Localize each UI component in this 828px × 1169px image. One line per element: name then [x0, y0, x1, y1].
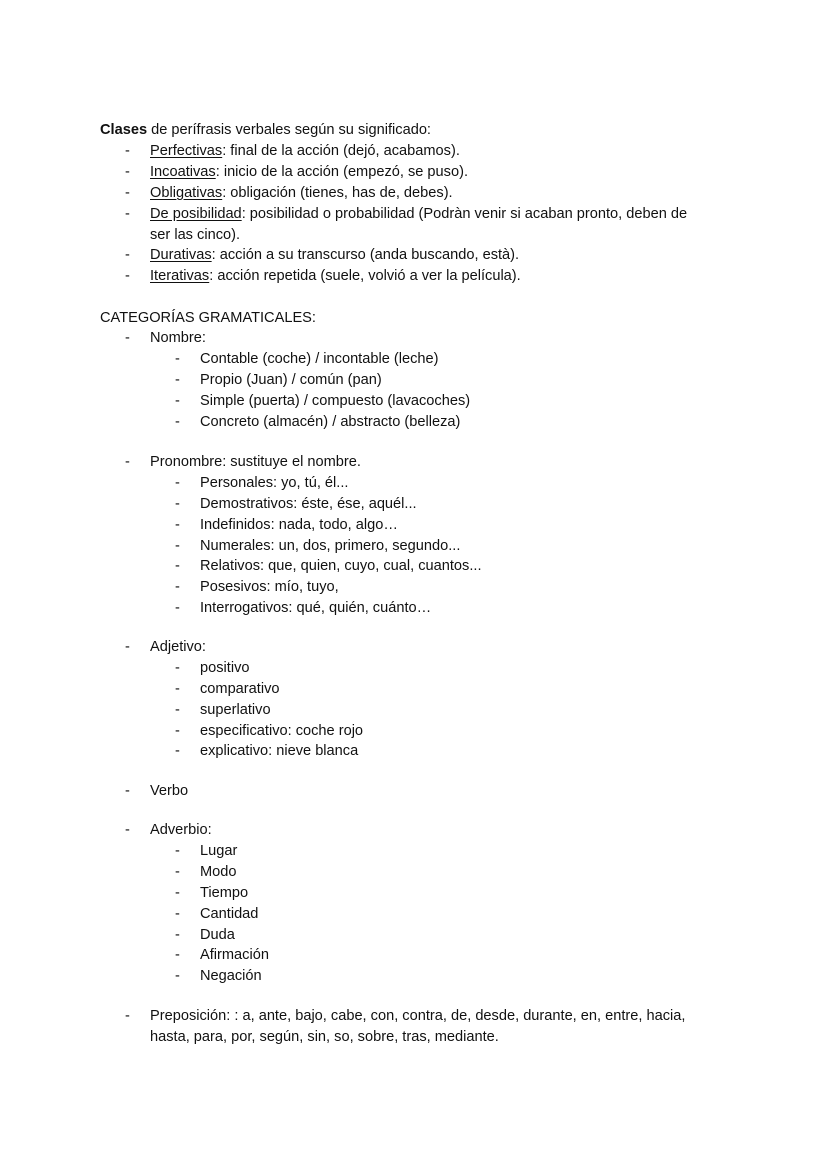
sub-bullet-dash: - [175, 538, 180, 554]
sub-bullet-dash: - [175, 743, 180, 759]
adverbio-label: Adverbio: [150, 822, 212, 838]
preposicion-line-continuation: hasta, para, por, según, sin, so, sobre, tras, mediante. [150, 1029, 499, 1045]
perifrasis-item [150, 245, 519, 265]
perifrasis-term: Durativas [150, 247, 212, 263]
perifrasis-desc: : obligación (tienes, has de, debes). [222, 185, 453, 201]
sub-bullet-dash: - [175, 475, 180, 491]
bullet-dash: - [125, 454, 130, 470]
adjetivo-label: Adjetivo: [150, 639, 206, 655]
perifrasis-desc: : acción repetida (suele, volvió a ver la película). [209, 268, 521, 284]
pronombre-item: Demostrativos: éste, ése, aquél... [200, 496, 417, 512]
adverbio-item: Duda [200, 927, 235, 943]
sub-bullet-dash: - [175, 496, 180, 512]
categorias-title: CATEGORÍAS GRAMATICALES: [100, 310, 316, 326]
nombre-item: Propio (Juan) / común (pan) [200, 372, 382, 388]
perifrasis-title-bold: Clases [100, 122, 148, 138]
perifrasis-desc: : final de la acción (dejó, acabamos). [222, 143, 460, 159]
adjetivo-item: positivo [200, 660, 250, 676]
bullet-dash: - [125, 330, 130, 346]
sub-bullet-dash: - [175, 600, 180, 616]
pronombre-item: Interrogativos: qué, quién, cuánto… [200, 600, 432, 616]
sub-bullet-dash: - [175, 681, 180, 697]
sub-bullet-dash: - [175, 558, 180, 574]
adverbio-item: Modo [200, 864, 237, 880]
perifrasis-item [150, 141, 460, 161]
perifrasis-title [100, 120, 431, 140]
pronombre-item: Personales: yo, tú, él... [200, 475, 349, 491]
sub-bullet-dash: - [175, 702, 180, 718]
adverbio-item: Cantidad [200, 906, 259, 922]
nombre-item: Contable (coche) / incontable (leche) [200, 351, 439, 367]
perifrasis-item [150, 204, 687, 224]
perifrasis-item [150, 266, 521, 286]
bullet-dash: - [125, 247, 130, 263]
sub-bullet-dash: - [175, 947, 180, 963]
sub-bullet-dash: - [175, 885, 180, 901]
perifrasis-term: Iterativas [150, 268, 210, 284]
perifrasis-term: Perfectivas [150, 143, 223, 159]
adjetivo-item: explicativo: nieve blanca [200, 743, 359, 759]
verbo-label: Verbo [150, 783, 189, 799]
nombre-label: Nombre: [150, 330, 206, 346]
sub-bullet-dash: - [175, 927, 180, 943]
sub-bullet-dash: - [175, 351, 180, 367]
bullet-dash: - [125, 143, 130, 159]
perifrasis-item [150, 162, 468, 182]
perifrasis-term: De posibilidad [150, 206, 242, 222]
adverbio-item: Tiempo [200, 885, 249, 901]
sub-bullet-dash: - [175, 517, 180, 533]
perifrasis-term: Obligativas [150, 185, 223, 201]
adverbio-item: Negación [200, 968, 262, 984]
pronombre-label: Pronombre: sustituye el nombre. [150, 454, 361, 470]
sub-bullet-dash: - [175, 414, 180, 430]
bullet-dash: - [125, 206, 130, 222]
adverbio-item: Lugar [200, 843, 238, 859]
sub-bullet-dash: - [175, 723, 180, 739]
preposicion-line: Preposición: : a, ante, bajo, cabe, con, contra, de, desde, durante, en, entre, hacia, [150, 1008, 686, 1024]
sub-bullet-dash: - [175, 968, 180, 984]
pronombre-item: Indefinidos: nada, todo, algo… [200, 517, 398, 533]
adjetivo-item: especificativo: coche rojo [200, 723, 364, 739]
perifrasis-item [150, 183, 453, 203]
sub-bullet-dash: - [175, 843, 180, 859]
perifrasis-desc: : acción a su transcurso (anda buscando, està). [211, 247, 520, 263]
bullet-dash: - [125, 164, 130, 180]
perifrasis-term: Incoativas [150, 164, 216, 180]
sub-bullet-dash: - [175, 393, 180, 409]
bullet-dash: - [125, 185, 130, 201]
perifrasis-desc: : posibilidad o probabilidad (Podràn venir si acaban pronto, deben de [241, 206, 688, 222]
perifrasis-desc-continuation: ser las cinco). [150, 227, 241, 243]
pronombre-item: Relativos: que, quien, cuyo, cual, cuantos... [200, 558, 482, 574]
sub-bullet-dash: - [175, 864, 180, 880]
nombre-item: Simple (puerta) / compuesto (lavacoches) [200, 393, 471, 409]
adverbio-item: Afirmación [200, 947, 269, 963]
perifrasis-desc: : inicio de la acción (empezó, se puso). [215, 164, 468, 180]
sub-bullet-dash: - [175, 660, 180, 676]
sub-bullet-dash: - [175, 579, 180, 595]
sub-bullet-dash: - [175, 906, 180, 922]
bullet-dash: - [125, 639, 130, 655]
pronombre-item: Numerales: un, dos, primero, segundo... [200, 538, 461, 554]
pronombre-item: Posesivos: mío, tuyo, [200, 579, 339, 595]
nombre-item: Concreto (almacén) / abstracto (belleza) [200, 414, 461, 430]
adjetivo-item: superlativo [200, 702, 271, 718]
bullet-dash: - [125, 783, 130, 799]
bullet-dash: - [125, 268, 130, 284]
bullet-dash: - [125, 822, 130, 838]
adjetivo-item: comparativo [200, 681, 280, 697]
sub-bullet-dash: - [175, 372, 180, 388]
perifrasis-title-rest: de perífrasis verbales según su significado: [147, 122, 431, 138]
bullet-dash: - [125, 1008, 130, 1024]
